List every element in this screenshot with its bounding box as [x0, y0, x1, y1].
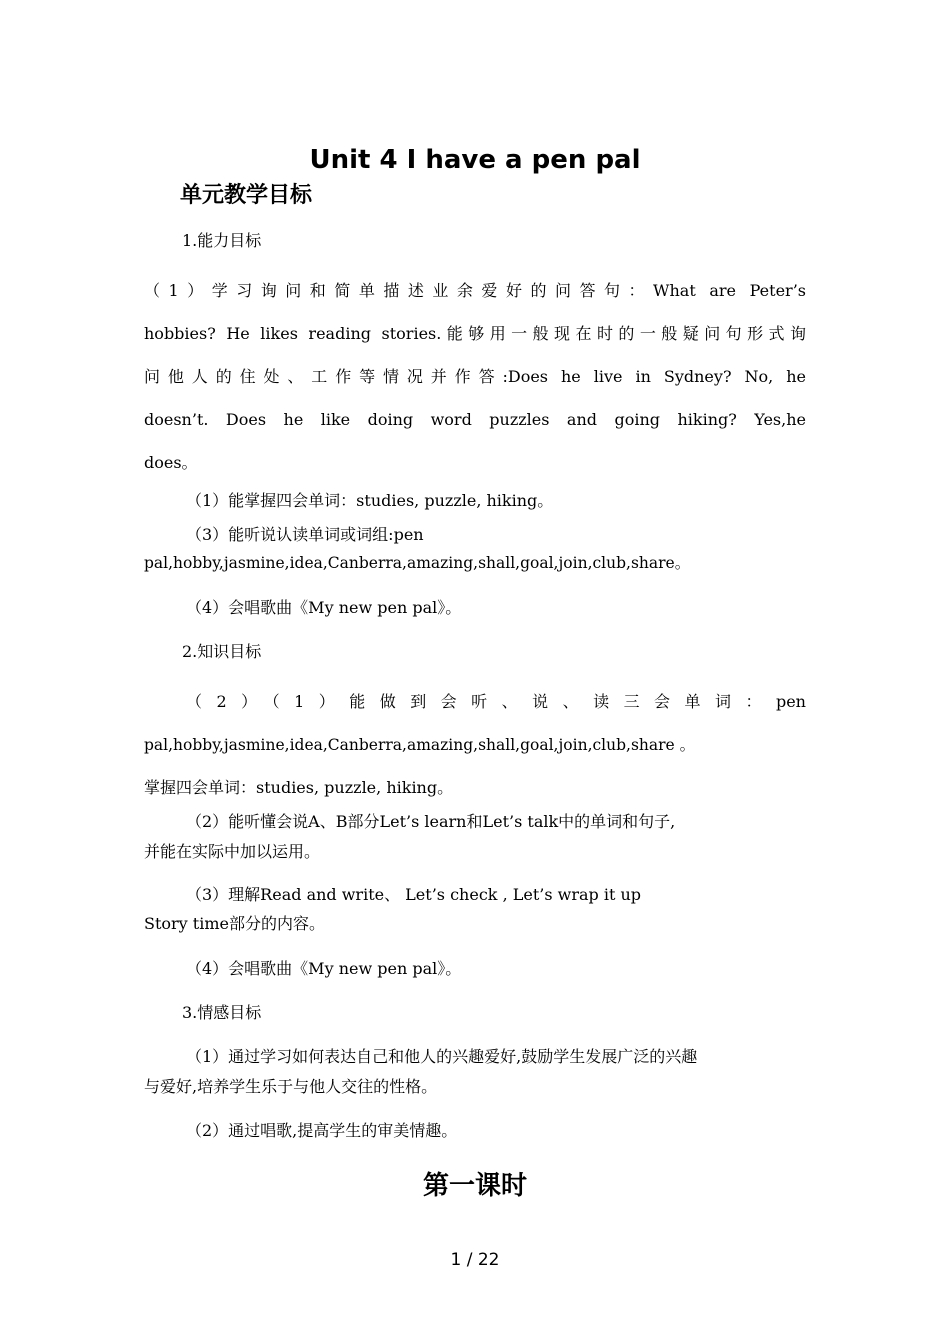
section2-p4: （4）会唱歌曲《My new pen pal》。	[186, 959, 462, 978]
section2-p1-line3: 掌握四会单词：studies, puzzle, hiking。	[144, 778, 454, 797]
section1-p1-line4: doesn’t. Does he like doing word puzzles and going hiking? Yes,he	[144, 410, 806, 429]
section2-p3-line2: Story time部分的内容。	[144, 914, 325, 933]
section3-p1-line1: （1）通过学习如何表达自己和他人的兴趣爱好,鼓励学生发展广泛的兴趣	[186, 1047, 698, 1066]
section-heading: 单元教学目标	[180, 183, 313, 208]
section2-p2-line2: 并能在实际中加以运用。	[144, 842, 321, 861]
section3-label: 3.情感目标	[182, 1003, 262, 1022]
section1-p1-line2: hobbies? He likes reading stories.能够用一般现在时的一般疑问句形式询	[144, 324, 806, 343]
section1-p1-line1: （1）学习询问和简单描述业余爱好的问答句：What are Peter’s	[144, 281, 806, 300]
section1-p3-line2: pal,hobby,jasmine,idea,Canberra,amazing,shall,goal,join,club,share。	[144, 554, 691, 572]
section3-p1-line2: 与爱好,培养学生乐于与他人交往的性格。	[144, 1077, 438, 1096]
section2-p1-line1: （2）（1）能做到会听、说、读三会单词：pen	[186, 692, 806, 711]
section3-p2: （2）通过唱歌,提高学生的审美情趣。	[186, 1121, 458, 1140]
section2-label: 2.知识目标	[182, 642, 262, 661]
section1-p4: （4）会唱歌曲《My new pen pal》。	[186, 598, 462, 617]
section1-label: 1.能力目标	[182, 231, 262, 250]
section2-p1-line2: pal,hobby,jasmine,idea,Canberra,amazing,shall,goal,join,club,share 。	[144, 736, 696, 754]
page-number: 1 / 22	[450, 1250, 500, 1270]
document-title: Unit 4 I have a pen pal	[309, 145, 641, 175]
section1-p3-line1: （3）能听说认读单词或词组:pen	[186, 525, 424, 544]
section1-p2: （1）能掌握四会单词：studies, puzzle, hiking。	[186, 491, 554, 510]
lesson-heading: 第一课时	[422, 1171, 527, 1201]
section2-p2-line1: （2）能听懂会说A、B部分Let’s learn和Let’s talk中的单词和句子,	[186, 812, 676, 831]
section1-p1-line3: 问他人的住处、工作等情况并作答:Does he live in Sydney? No, he	[144, 367, 806, 386]
section2-p3-line1: （3）理解Read and write、 Let’s check , Let’s wrap it up	[186, 885, 642, 904]
section1-p1-line5: does。	[144, 453, 198, 472]
